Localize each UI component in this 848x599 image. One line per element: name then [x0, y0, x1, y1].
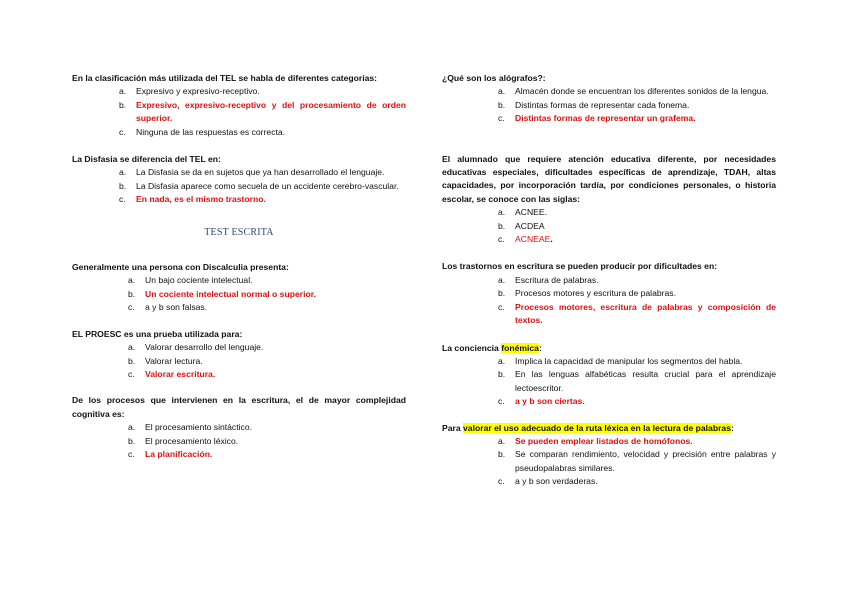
- question-q5: De los procesos que intervienen en la escritura, el de mayor complejidad cognitiva es:: [72, 395, 406, 419]
- options-q1: [119, 85, 406, 139]
- option-text: ACDEA: [515, 220, 545, 231]
- option-letter: c.: [498, 113, 505, 124]
- correct-answer: a y b son ciertas.: [515, 396, 585, 407]
- option-text: a y b son verdaderas.: [515, 476, 598, 487]
- options-q8: [498, 274, 776, 328]
- option-text: a y b son falsas.: [145, 302, 208, 313]
- option-q9-a: [498, 355, 776, 368]
- correct-answer: Valorar escritura.: [145, 368, 216, 379]
- option-text: Un bajo cociente intelectual.: [145, 275, 253, 286]
- option-q9-b: [498, 368, 776, 395]
- option-text: La Disfasia se da en sujetos que ya han desarrollado el lenguaje.: [136, 167, 385, 178]
- question-q8: Los trastornos en escritura se pueden producir por dificultades en:: [442, 261, 718, 272]
- question-text: Para: [442, 422, 464, 433]
- option-q4-b: [128, 355, 406, 368]
- question-q3: Generalmente una persona con Discalculia presenta:: [72, 262, 289, 273]
- option-text: En las lenguas alfabéticas resulta crucial para el aprendizaje lectoescritor.: [515, 369, 776, 393]
- option-text: El procesamiento léxico.: [145, 435, 239, 446]
- options-q6: [498, 85, 776, 125]
- highlighted-term: fonémica: [501, 342, 539, 353]
- option-letter: b.: [128, 288, 136, 299]
- options-q2: [119, 166, 406, 206]
- option-letter: b.: [498, 99, 506, 110]
- option-letter: a.: [119, 86, 127, 97]
- option-q3-b: [128, 288, 406, 301]
- question-q10: [442, 422, 776, 435]
- option-letter: a.: [498, 355, 506, 366]
- option-letter: a.: [498, 435, 506, 446]
- highlighted-term: valorar el uso adecuado de la ruta léxica en la lectura de palabras: [463, 422, 731, 433]
- option-text: Distintas formas de representar cada fonema.: [515, 99, 690, 110]
- correct-answer: Se pueden emplear listados de homófonos.: [515, 435, 693, 446]
- option-letter: a.: [498, 274, 506, 285]
- option-letter: c.: [498, 301, 505, 312]
- option-q7-a: [498, 206, 776, 219]
- options-q7: [498, 206, 776, 246]
- option-text: Se comparan rendimiento, velocidad y precisión entre palabras y pseudopalabras similares.: [515, 449, 776, 473]
- option-q5-b: [128, 435, 406, 448]
- option-letter: a.: [128, 422, 136, 433]
- option-letter: a.: [128, 275, 136, 286]
- options-q3: [128, 274, 406, 314]
- option-q8-b: [498, 287, 776, 300]
- option-text: Valorar desarrollo del lenguaje.: [145, 342, 264, 353]
- option-q2-c: [119, 193, 406, 206]
- option-q3-c: [128, 301, 406, 314]
- question-text: La conciencia: [442, 342, 502, 353]
- option-letter: b.: [128, 355, 136, 366]
- option-text: Almacén donde se encuentran los diferentes sonidos de la lengua.: [515, 86, 769, 97]
- section-title: TEST ESCRITA: [204, 226, 274, 238]
- option-q2-b: [119, 180, 406, 193]
- option-text: El procesamiento sintáctico.: [145, 422, 252, 433]
- question-q6: ¿Qué son los alógrafos?:: [442, 73, 546, 83]
- options-q4: [128, 341, 406, 381]
- option-letter: c.: [498, 476, 505, 487]
- option-letter: a.: [119, 167, 127, 178]
- option-text: La Disfasia aparece como secuela de un accidente cerebro-vascular.: [136, 180, 399, 191]
- option-letter: c.: [498, 234, 505, 245]
- option-q1-c: [119, 126, 406, 139]
- option-q5-a: [128, 421, 406, 434]
- option-letter: b.: [498, 449, 506, 460]
- options-q9: [498, 355, 776, 409]
- option-q6-c: [498, 112, 776, 125]
- option-text: Procesos motores y escritura de palabras.: [515, 288, 676, 299]
- correct-answer: Un cociente intelectual normal o superior.: [145, 288, 316, 299]
- options-q5: [128, 421, 406, 461]
- option-letter: c.: [498, 396, 505, 407]
- option-text: Expresivo y expresivo-receptivo.: [136, 86, 260, 97]
- option-q7-b: [498, 220, 776, 233]
- question-q7: El alumnado que requiere atención educativa diferente, por necesidades educativas especiales, dificultades específicas de aprendizaje, TDAH, altas capacidades, por incorporación tardía, por condiciones personales, o historia escolar, se conoce con las siglas:: [442, 153, 776, 204]
- option-text: ACNEE.: [515, 207, 547, 218]
- option-letter: b.: [119, 180, 127, 191]
- option-letter: c.: [128, 302, 135, 313]
- question-q4: EL PROESC es una prueba utilizada para:: [72, 328, 243, 339]
- option-letter: c.: [119, 126, 126, 137]
- option-q2-a: [119, 166, 406, 179]
- option-q4-c: [128, 368, 406, 381]
- question-colon: :: [731, 422, 734, 433]
- correct-answer: La planificación.: [145, 448, 213, 459]
- option-q3-a: [128, 274, 406, 287]
- option-letter: a.: [128, 342, 136, 353]
- option-q1-a: [119, 85, 406, 98]
- option-q10-c: [498, 475, 776, 488]
- left-column: [72, 72, 406, 461]
- option-letter: c.: [128, 448, 135, 459]
- question-q1: En la clasificación más utilizada del TEL se habla de diferentes categorías:: [72, 73, 378, 83]
- option-q6-b: [498, 99, 776, 112]
- option-q9-c: [498, 395, 776, 408]
- correct-answer: ACNEAE: [515, 234, 551, 245]
- option-letter: b.: [498, 288, 506, 299]
- option-letter: b.: [128, 435, 136, 446]
- option-q6-a: [498, 85, 776, 98]
- option-text: Implica la capacidad de manipular los segmentos del habla.: [515, 355, 743, 366]
- option-q10-a: [498, 435, 776, 448]
- question-q2: La Disfasia se diferencia del TEL en:: [72, 154, 221, 165]
- option-q8-a: [498, 274, 776, 287]
- option-text: Escritura de palabras.: [515, 274, 599, 285]
- correct-answer: En nada, es el mismo trastorno.: [136, 194, 266, 205]
- correct-answer: Expresivo, expresivo-receptivo y del procesamiento de orden superior.: [136, 99, 406, 124]
- option-q1-b: [119, 99, 406, 126]
- options-q10: [498, 435, 776, 489]
- correct-answer: Procesos motores, escritura de palabras y composición de textos.: [515, 301, 776, 326]
- option-text: Ninguna de las respuestas es correcta.: [136, 126, 286, 137]
- right-column: [442, 72, 776, 489]
- answer-period: .: [550, 234, 553, 245]
- option-q8-c: [498, 301, 776, 328]
- option-letter: a.: [498, 86, 506, 97]
- option-q7-c: [498, 233, 776, 246]
- option-text: Valorar lectura.: [145, 355, 203, 366]
- option-letter: c.: [128, 368, 135, 379]
- option-q4-a: [128, 341, 406, 354]
- option-letter: b.: [119, 99, 127, 110]
- option-q10-b: [498, 448, 776, 475]
- option-letter: b.: [498, 220, 506, 231]
- correct-answer: Distintas formas de representar un grafema.: [515, 113, 696, 124]
- option-letter: a.: [498, 207, 506, 218]
- option-letter: b.: [498, 369, 506, 380]
- question-colon: :: [538, 342, 542, 353]
- option-q5-c: [128, 448, 406, 461]
- option-letter: c.: [119, 194, 126, 205]
- question-q9: [442, 342, 776, 355]
